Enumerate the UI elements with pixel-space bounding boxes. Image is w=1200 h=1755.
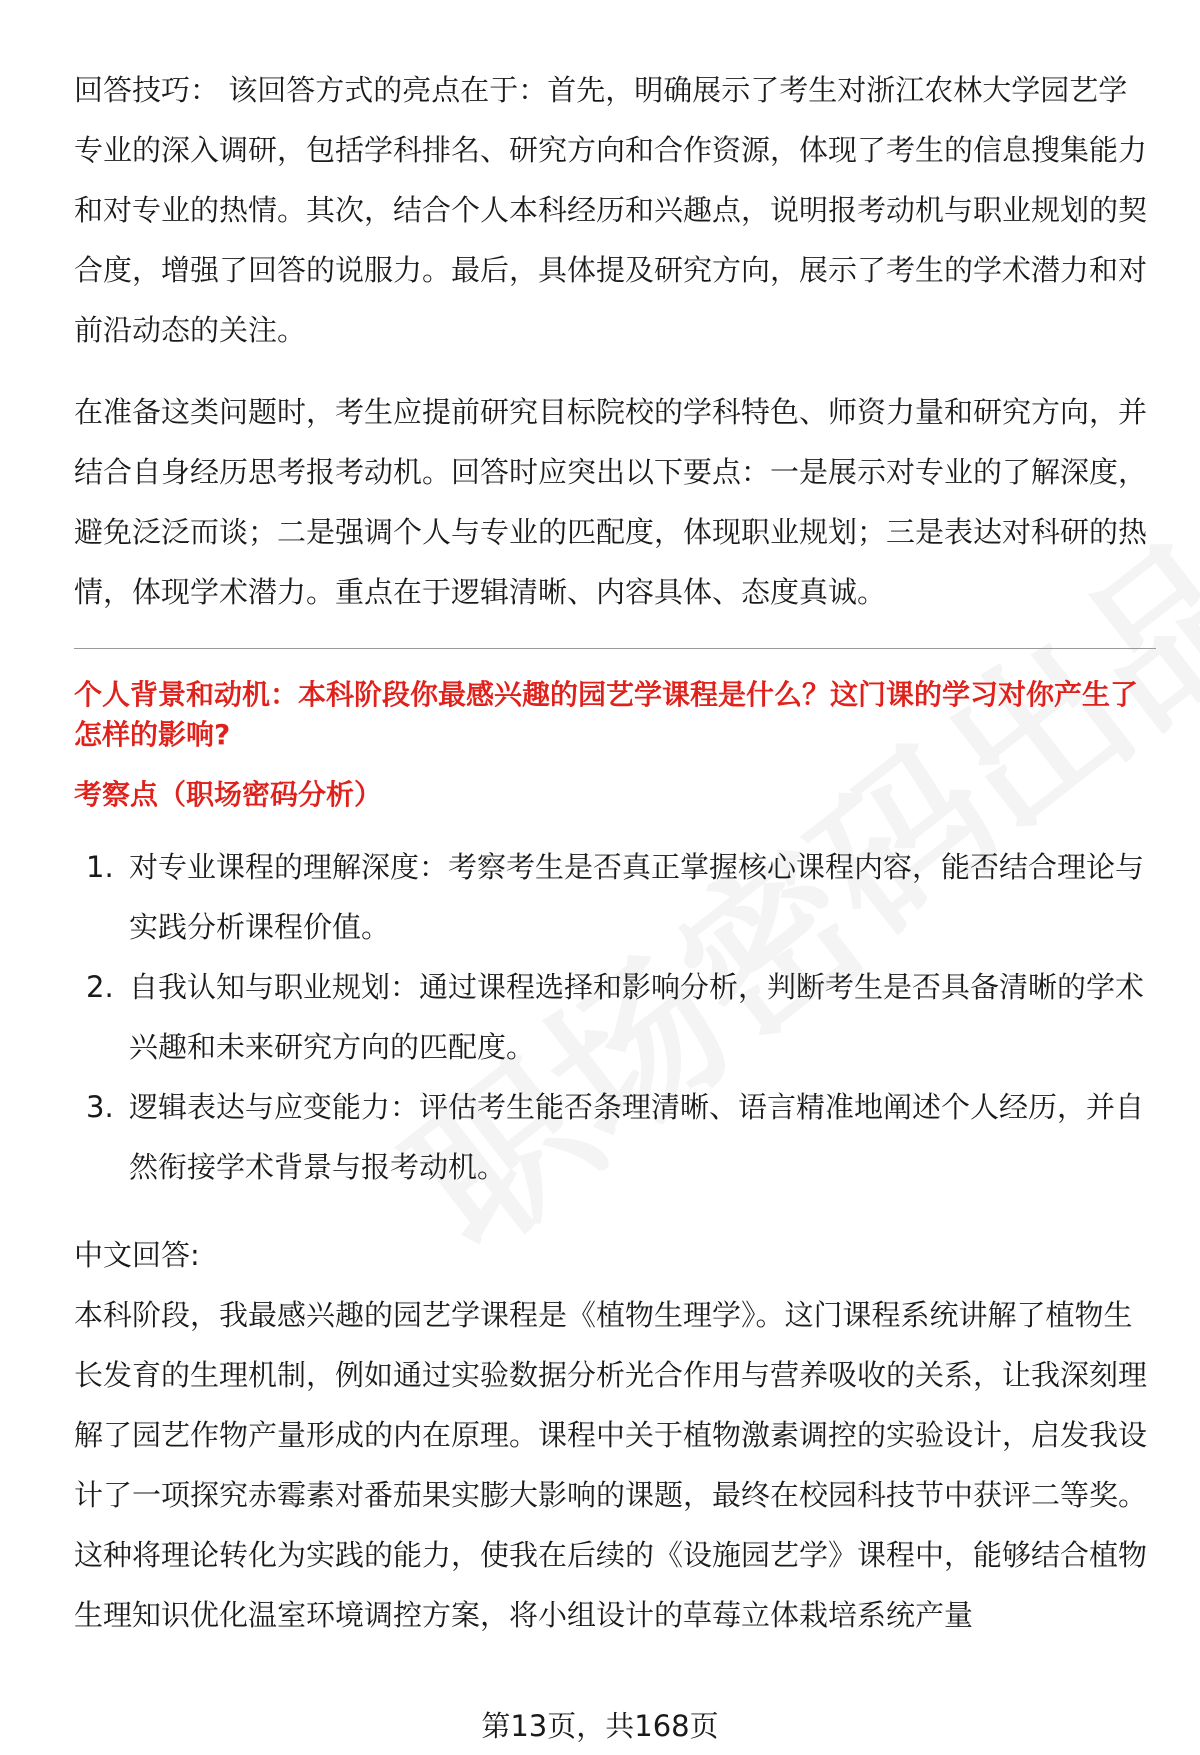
assessment-heading: 考察点（职场密码分析）	[74, 778, 383, 811]
list-item-text: 自我认知与职业规划：通过课程选择和影响分析，判断考生是否具备清晰的学术兴趣和未来研究方向的匹配度。	[129, 970, 1145, 1064]
list-item-number: 3.	[86, 1090, 114, 1124]
answer-label: 中文回答:	[74, 1238, 200, 1272]
assessment-list	[74, 837, 1156, 1197]
answer-tips-paragraph: 回答技巧： 该回答方式的亮点在于：首先，明确展示了考生对浙江农林大学园艺学专业的深入调研，包括学科排名、研究方向和合作资源，体现了考生的信息搜集能力和对专业的热情。其次，结合个人本科经历和兴趣点，说明报考动机与职业规划的契合度，增强了回答的说服力。最后，具体提及研究方向，展示了考生的学术潜力和对前沿动态的关注。	[74, 73, 1148, 347]
answer-paragraph: 本科阶段，我最感兴趣的园艺学课程是《植物生理学》。这门课程系统讲解了植物生长发育的生理机制，例如通过实验数据分析光合作用与营养吸收的关系，让我深刻理解了园艺作物产量形成的内在原理。课程中关于植物激素调控的实验设计，启发我设计了一项探究赤霉素对番茄果实膨大影响的课题，最终在校园科技节中获评二等奖。这种将理论转化为实践的能力，使我在后续的《设施园艺学》课程中，能够结合植物生理知识优化温室环境调控方案，将小组设计的草莓立体栽培系统产量	[74, 1298, 1148, 1632]
page-number-footer: 第13页，共168页	[481, 1709, 719, 1743]
list-item-text: 逻辑表达与应变能力：评估考生能否条理清晰、语言精准地阐述个人经历，并自然衔接学术背景与报考动机。	[129, 1090, 1145, 1184]
section-divider	[74, 648, 1156, 649]
list-item-number: 1.	[86, 850, 114, 884]
page-content	[74, 60, 1156, 1645]
list-item	[74, 1077, 1156, 1197]
question-heading: 个人背景和动机：本科阶段你最感兴趣的园艺学课程是什么？这门课的学习对你产生了怎样的影响?	[74, 678, 1139, 751]
list-item-text: 对专业课程的理解深度：考察考生是否真正掌握核心课程内容，能否结合理论与实践分析课程价值。	[129, 850, 1145, 944]
list-item-number: 2.	[86, 970, 114, 1004]
list-item	[74, 837, 1156, 957]
list-item	[74, 957, 1156, 1077]
preparation-paragraph: 在准备这类问题时，考生应提前研究目标院校的学科特色、师资力量和研究方向，并结合自身经历思考报考动机。回答时应突出以下要点：一是展示对专业的了解深度，避免泛泛而谈；二是强调个人与专业的匹配度，体现职业规划；三是表达对科研的热情，体现学术潜力。重点在于逻辑清晰、内容具体、态度真诚。	[74, 395, 1148, 609]
